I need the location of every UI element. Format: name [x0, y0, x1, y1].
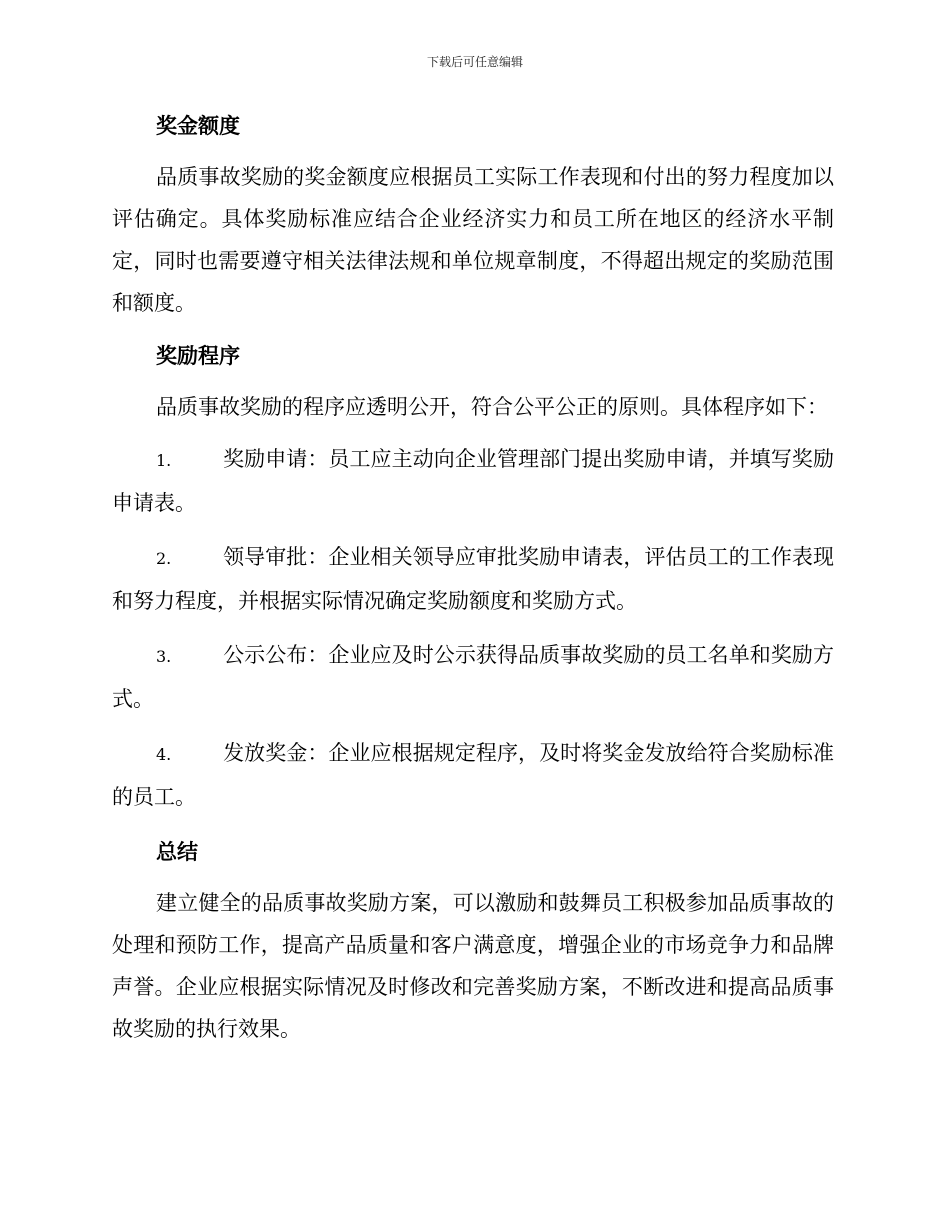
page-header-note: 下载后可任意编辑	[426, 55, 523, 69]
list-item-number: 1.	[156, 451, 172, 470]
procedure-list-item	[112, 634, 834, 720]
list-item-text: 发放奖金：企业应根据规定程序，及时将奖金发放给符合奖励标准的员工。	[112, 741, 834, 809]
summary-paragraph: 建立健全的品质事故奖励方案，可以激励和鼓舞员工积极参加品质事故的处理和预防工作，提高产品质量和客户满意度，增强企业的市场竞争力和品牌声誉。企业应根据实际情况及时修改和完善奖励方案，不断改进和提高品质事故奖励的执行效果。	[112, 891, 834, 1041]
list-item-text: 领导审批：企业相关领导应审批奖励申请表，评估员工的工作表现和努力程度，并根据实际情况确定奖励额度和奖励方式。	[112, 545, 834, 613]
list-item-number: 2.	[156, 549, 172, 568]
bonus-amount-paragraph: 品质事故奖励的奖金额度应根据员工实际工作表现和付出的努力程度加以评估确定。具体奖励标准应结合企业经济实力和员工所在地区的经济水平制定，同时也需要遵守相关法律法规和单位规章制度，不得超出规定的奖励范围和额度。	[112, 165, 834, 315]
section-heading-procedure: 奖励程序	[156, 344, 240, 368]
procedure-list-item	[112, 732, 834, 818]
section-heading-bonus-amount: 奖金额度	[156, 114, 240, 138]
list-item-number: 3.	[156, 647, 172, 666]
list-item-number: 4.	[156, 745, 172, 764]
procedure-list-item	[112, 536, 834, 622]
procedure-intro-paragraph: 品质事故奖励的程序应透明公开，符合公平公正的原则。具体程序如下：	[156, 395, 828, 419]
list-item-text: 公示公布：企业应及时公示获得品质事故奖励的员工名单和奖励方式。	[112, 643, 834, 711]
procedure-list-item	[112, 438, 834, 524]
section-heading-summary: 总结	[156, 840, 198, 864]
list-item-text: 奖励申请：员工应主动向企业管理部门提出奖励申请，并填写奖励申请表。	[112, 447, 834, 515]
document-body	[112, 104, 834, 1060]
